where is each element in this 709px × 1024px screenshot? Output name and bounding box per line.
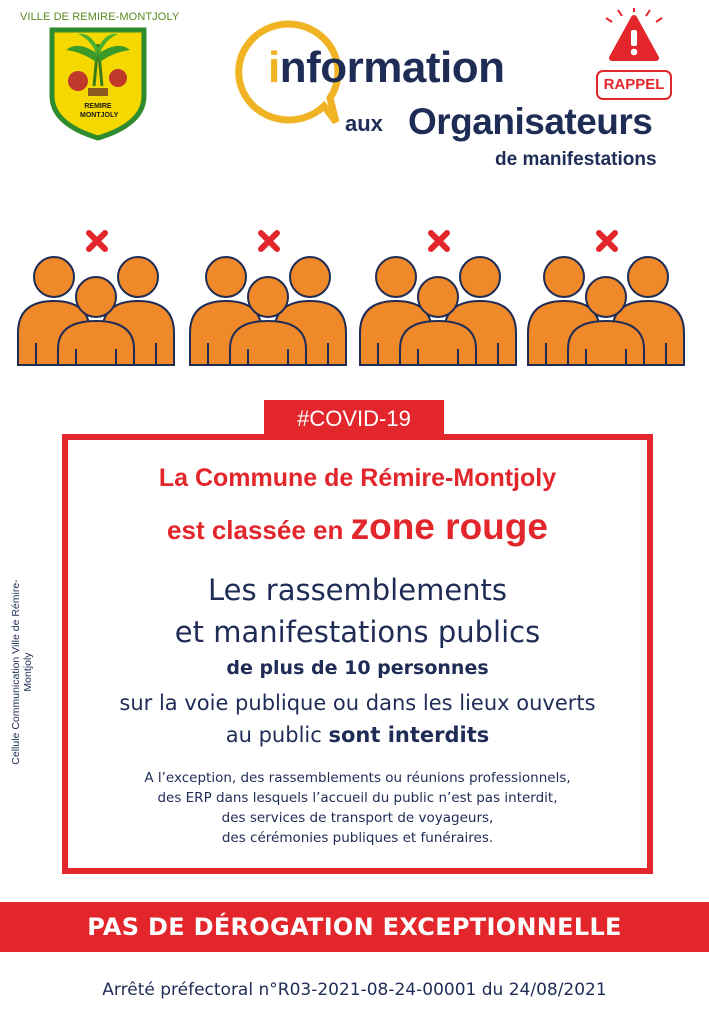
crowd-group-icon	[358, 225, 518, 375]
side-credit: Cellule Communication Ville de Rémire-Montjoly	[10, 579, 34, 765]
rappel-badge: RAPPEL	[596, 70, 672, 100]
zone-heading: est classée en zone rouge	[167, 506, 548, 547]
title-aux: aux	[345, 111, 383, 136]
crowd-group-icon	[526, 225, 686, 375]
commune-heading: La Commune de Rémire-Montjoly	[158, 464, 557, 492]
covid-tag: #COVID-19	[264, 400, 444, 438]
town-crest-logo	[48, 26, 148, 142]
crowd-group-icon	[188, 225, 348, 375]
notice-line-3: de plus de 10 personnes	[226, 657, 489, 679]
notice-line-1: Les rassemblements	[207, 573, 508, 607]
notice-line-2: et manifestations publics	[174, 615, 541, 649]
title-manifestations: de manifestations	[495, 149, 657, 170]
notice-line-5: au public sont interdits	[225, 723, 490, 747]
crest-label: REMIRE MONTJOLY	[80, 103, 119, 119]
decree-reference: Arrêté préfectoral n°R03-2021-08-24-00001 du 24/08/2021	[102, 980, 607, 1000]
exception-line: des cérémonies publiques et funéraires.	[221, 830, 494, 846]
exception-line: A l’exception, des rassemblements ou réunions professionnels,	[144, 770, 571, 786]
no-derogation-banner: PAS DE DÉROGATION EXCEPTIONNELLE	[0, 902, 709, 952]
title-organisateurs: Organisateurs	[408, 101, 653, 142]
exception-line: des services de transport de voyageurs,	[221, 810, 494, 826]
notice-line-4: sur la voie publique ou dans les lieux ouverts	[119, 691, 596, 715]
title-information: information	[268, 43, 505, 92]
warning-icon	[598, 8, 670, 68]
notice-box	[62, 434, 653, 874]
exception-line: des ERP dans lesquels l’accueil du public n’est pas interdit,	[157, 790, 558, 806]
town-name: VILLE DE REMIRE-MONTJOLY	[20, 11, 180, 23]
crowd-group-icon	[16, 225, 176, 375]
